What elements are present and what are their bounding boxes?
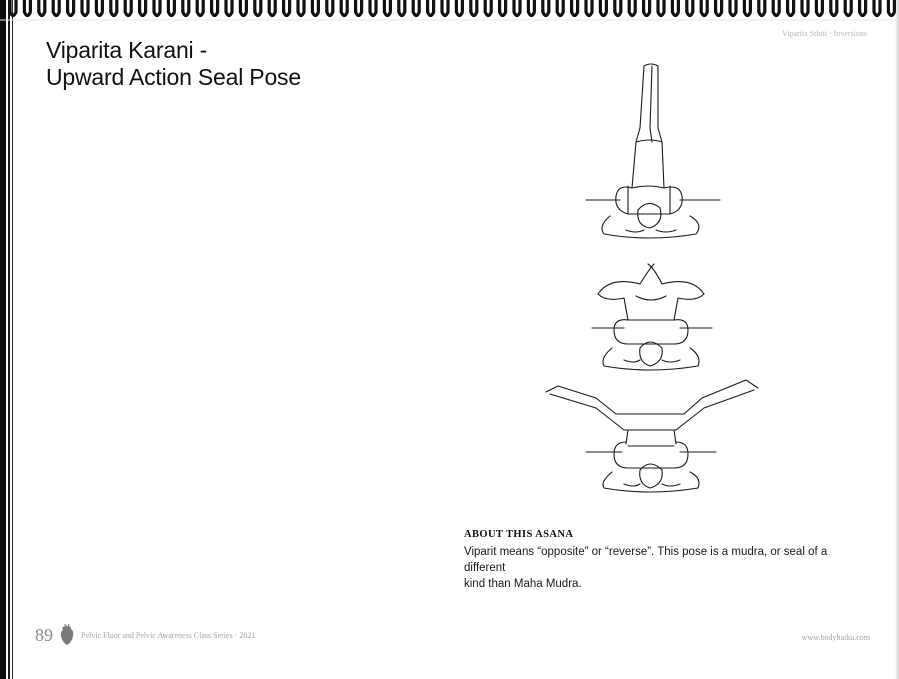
page-edge-right bbox=[895, 0, 899, 679]
about-line-2: kind than Maha Mudra. bbox=[464, 578, 582, 590]
legs-up-pose-figure-icon bbox=[586, 64, 720, 238]
about-line-1: Viparit means “opposite” or “reverse”. This pose is a mudra, or seal of a different bbox=[464, 546, 828, 574]
footer-left bbox=[35, 624, 255, 646]
about-heading: ABOUT THIS ASANA bbox=[464, 529, 574, 540]
website-link[interactable]: www.bodyhaiku.com bbox=[801, 633, 870, 642]
page-title bbox=[46, 37, 301, 91]
spiral-binding-icon bbox=[0, 0, 899, 24]
title-line-1: Viparita Karani - bbox=[46, 37, 208, 63]
pose-illustrations bbox=[540, 58, 770, 498]
anatomical-heart-icon bbox=[59, 624, 75, 646]
running-head: Viparita Sthiti · Inversions bbox=[781, 29, 867, 38]
page-number: 89 bbox=[35, 624, 53, 645]
title-line-2: Upward Action Seal Pose bbox=[46, 64, 301, 90]
page-edge-left bbox=[0, 0, 22, 679]
wide-legs-pose-figure-icon bbox=[546, 380, 758, 492]
bound-angle-legs-pose-figure-icon bbox=[592, 264, 712, 370]
about-body bbox=[464, 544, 864, 592]
series-title: Pelvic Floor and Pelvic Awareness Class Series · 2021 bbox=[81, 630, 256, 640]
